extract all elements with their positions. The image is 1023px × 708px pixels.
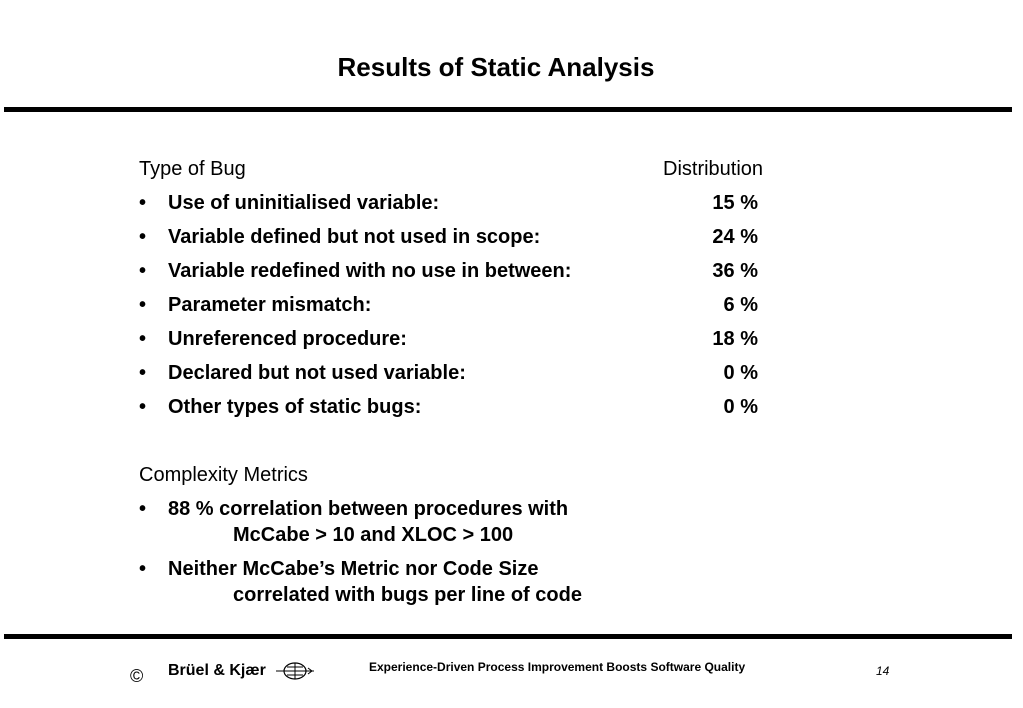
bug-label: Variable redefined with no use in between:	[168, 260, 572, 282]
bullet-icon: •	[139, 362, 147, 384]
bug-label: Declared but not used variable:	[168, 362, 466, 384]
complexity-heading: Complexity Metrics	[139, 464, 308, 486]
bug-percentage: 15 %	[712, 192, 758, 214]
bug-percentage: 0 %	[723, 396, 758, 418]
bug-label: Unreferenced procedure:	[168, 328, 407, 350]
bullet-icon: •	[139, 396, 147, 418]
page-number: 14	[876, 664, 890, 678]
bug-percentage: 24 %	[712, 226, 758, 248]
bullet-icon: •	[139, 328, 147, 350]
brand-logo-icon	[276, 660, 314, 682]
bottom-divider	[4, 634, 1012, 639]
bug-percentage: 36 %	[712, 260, 758, 282]
type-of-bug-header: Type of Bug	[139, 158, 246, 180]
footer-subtitle: Experience-Driven Process Improvement Boosts Software Quality	[369, 660, 746, 674]
bug-percentage: 6 %	[723, 294, 758, 316]
bug-label: Variable defined but not used in scope:	[168, 226, 541, 248]
bullet-icon: •	[139, 558, 147, 580]
bug-percentage: 0 %	[723, 362, 758, 384]
slide-title: Results of Static Analysis	[337, 52, 655, 82]
complexity-item-line1: 88 % correlation between procedures with	[168, 498, 569, 520]
distribution-header: Distribution	[663, 158, 764, 180]
copyright-symbol: ©	[130, 666, 144, 686]
bullet-icon: •	[139, 498, 147, 520]
bullet-icon: •	[139, 294, 147, 316]
bug-label: Use of uninitialised variable:	[168, 192, 440, 214]
bullet-icon: •	[139, 226, 147, 248]
top-divider	[4, 107, 1012, 112]
bullet-icon: •	[139, 260, 147, 282]
bullet-icon: •	[139, 192, 147, 214]
brand-name: Brüel & Kjær	[168, 662, 266, 679]
complexity-item-line1: Neither McCabe’s Metric nor Code Size	[168, 558, 539, 580]
bug-label: Parameter mismatch:	[168, 294, 372, 316]
complexity-item-line2: McCabe > 10 and XLOC > 100	[233, 524, 514, 546]
complexity-item-line2: correlated with bugs per line of code	[233, 584, 582, 606]
bug-percentage: 18 %	[712, 328, 758, 350]
bug-label: Other types of static bugs:	[168, 396, 422, 418]
